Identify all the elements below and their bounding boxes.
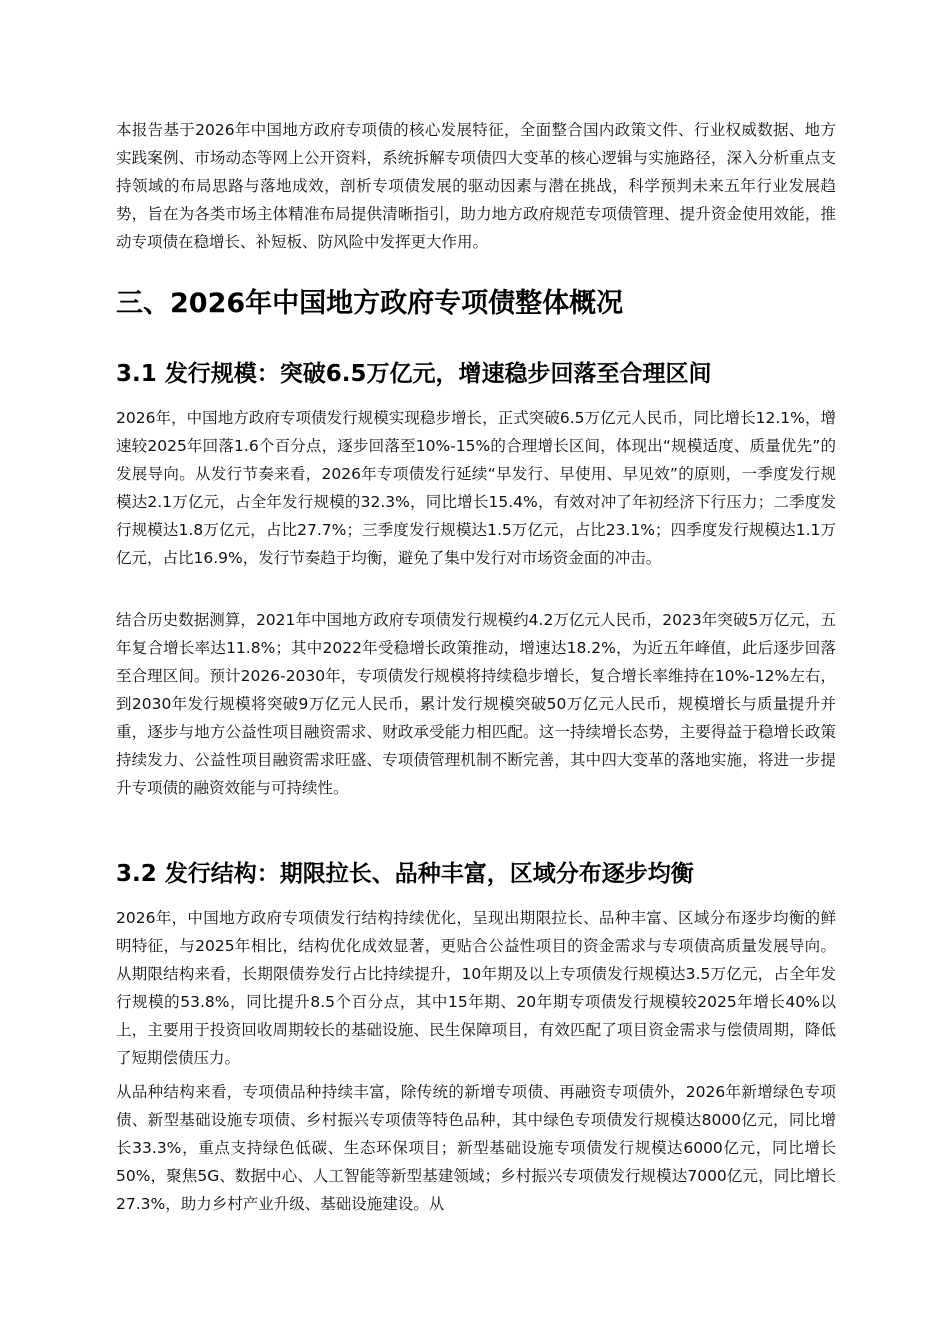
- section-3-2-paragraph-2: 从品种结构来看，专项债品种持续丰富，除传统的新增专项债、再融资专项债外，2026年新增绿色专项债、新型基础设施专项债、乡村振兴专项债等特色品种，其中绿色专项债发行规模达8000亿元，同比增长33.3%，重点支持绿色低碳、生态环保项目；新型基础设施专项债发行规模达6000亿元，同比增长50%，聚焦5G、数据中心、人工智能等新型基建领域；乡村振兴专项债发行规模达7000亿元，同比增长27.3%，助力乡村产业升级、基础设施建设。从: [116, 1083, 836, 1213]
- section-3-1-paragraph-2: 结合历史数据测算，2021年中国地方政府专项债发行规模约4.2万亿元人民币，2023年突破5万亿元，五年复合增长率达11.8%；其中2022年受稳增长政策推动，增速达18.2%，为近五年峰值，此后逐步回落至合理区间。预计2026-2030年，专项债发行规模将持续稳步增长，复合增长率维持在10%-12%左右，到2030年发行规模将突破9万亿元人民币，累计发行规模突破50万亿元人民币，规模增长与质量提升并重，逐步与地方公益性项目融资需求、财政承受能力相匹配。这一持续增长态势，主要得益于稳增长政策持续发力、公益性项目融资需求旺盛、专项债管理机制不断完善，其中四大变革的落地实施，将进一步提升专项债的融资效能与可持续性。: [116, 611, 836, 797]
- intro-paragraph: 本报告基于2026年中国地方政府专项债的核心发展特征，全面整合国内政策文件、行业权威数据、地方实践案例、市场动态等网上公开资料，系统拆解专项债四大变革的核心逻辑与实施路径，深入分析重点支持领域的布局思路与落地成效，剖析专项债发展的驱动因素与潜在挑战，科学预判未来五年行业发展趋势，旨在为各类市场主体精准布局提供清晰指引，助力地方政府规范专项债管理、提升资金使用效能，推动专项债在稳增长、补短板、防风险中发挥更大作用。: [116, 121, 836, 251]
- section-3-2-paragraph-1: 2026年，中国地方政府专项债发行结构持续优化，呈现出期限拉长、品种丰富、区域分布逐步均衡的鲜明特征，与2025年相比，结构优化成效显著，更贴合公益性项目的资金需求与专项债高质量发展导向。从期限结构来看，长期限债券发行占比持续提升，10年期及以上专项债发行规模达3.5万亿元，占全年发行规模的53.8%，同比提升8.5个百分点，其中15年期、20年期专项债发行规模较2025年增长40%以上，主要用于投资回收周期较长的基础设施、民生保障项目，有效匹配了项目资金需求与偿债周期，降低了短期偿债压力。: [116, 909, 836, 1067]
- section-3-1-heading: 3.1 发行规模：突破6.5万亿元，增速稳步回落至合理区间: [116, 361, 712, 387]
- section-3-1-paragraph-1: 2026年，中国地方政府专项债发行规模实现稳步增长，正式突破6.5万亿元人民币，同比增长12.1%，增速较2025年回落1.6个百分点，逐步回落至10%-15%的合理增长区间，体现出“规模适度、质量优先”的发展导向。从发行节奏来看，2026年专项债发行延续“早发行、早使用、早见效”的原则，一季度发行规模达2.1万亿元，占全年发行规模的32.3%，同比增长15.4%，有效对冲了年初经济下行压力；二季度发行规模达1.8万亿元，占比27.7%；三季度发行规模达1.5万亿元，占比23.1%；四季度发行规模达1.1万亿元，占比16.9%，发行节奏趋于均衡，避免了集中发行对市场资金面的冲击。: [116, 409, 836, 567]
- section-3-2-heading: 3.2 发行结构：期限拉长、品种丰富，区域分布逐步均衡: [116, 861, 694, 887]
- section-3-heading: 三、2026年中国地方政府专项债整体概况: [116, 288, 624, 319]
